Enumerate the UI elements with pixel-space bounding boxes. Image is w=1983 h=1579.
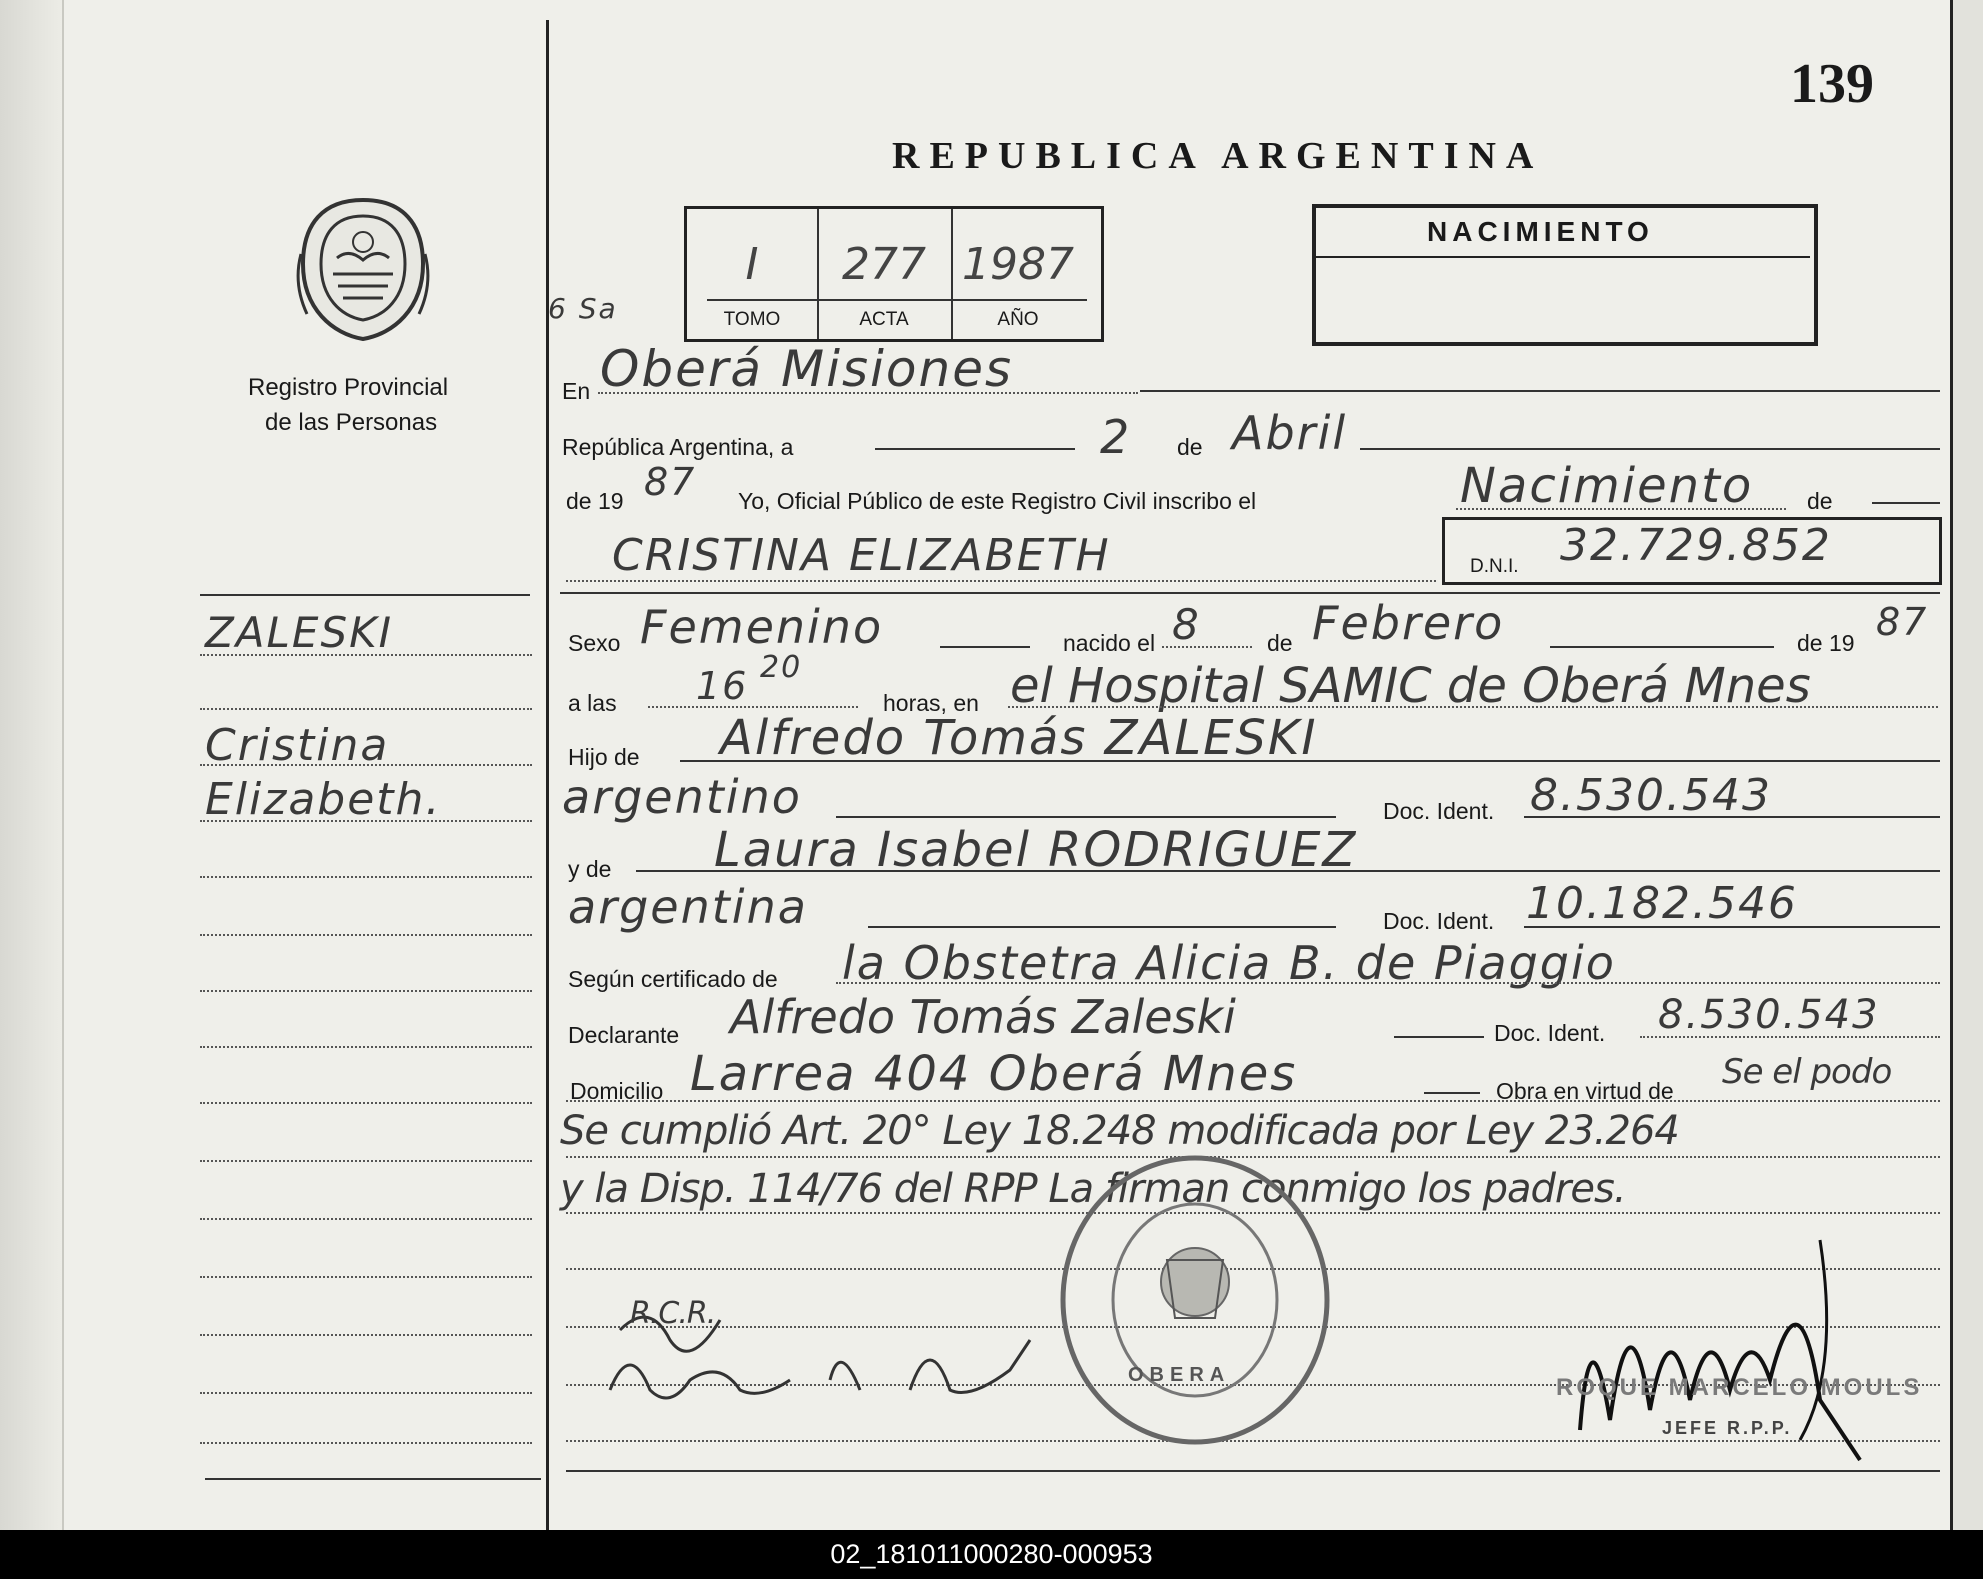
margin-line: [200, 654, 532, 656]
de-label: de: [1177, 434, 1203, 460]
registry-name-line1: Registro Provincial: [248, 374, 449, 401]
margin-rule: [205, 1478, 541, 1480]
binding-edge: [0, 0, 64, 1530]
father-doc-label: Doc. Ident.: [1383, 798, 1495, 824]
tomo-value: I: [745, 239, 759, 290]
month-value: Abril: [1232, 406, 1348, 460]
declarante-value: Alfredo Tomás Zaleski: [730, 990, 1236, 1044]
field-line: [648, 706, 858, 708]
hijo-label: Hijo de: [568, 744, 640, 770]
tomo-label: TOMO: [723, 309, 781, 330]
mother-nationality: argentina: [568, 880, 808, 934]
margin-line: [200, 1442, 532, 1444]
margin-line: [200, 1276, 532, 1278]
act-value: Nacimiento: [1460, 458, 1754, 514]
margin-line: [200, 1392, 532, 1394]
mother-doc-label: Doc. Ident.: [1383, 908, 1495, 934]
record-number-box: [684, 206, 1104, 342]
margin-surname: ZALESKI: [205, 608, 394, 657]
field-line: [1360, 448, 1940, 450]
field-line: [1524, 926, 1940, 928]
margin-line: [200, 764, 532, 766]
obra-value: Se el podo: [1722, 1052, 1892, 1092]
record-type-label: NACIMIENTO: [1427, 216, 1654, 247]
year-prefix: de 19: [566, 488, 624, 514]
margin-line: [200, 1218, 532, 1220]
field-line: [1008, 706, 1938, 708]
note-line-2: y la Disp. 114/76 del RPP La firman conmigo los padres.: [560, 1166, 1626, 1212]
de-label-2: de: [1807, 488, 1833, 514]
birth-month-value: Febrero: [1312, 596, 1505, 650]
birth-day-value: 8: [1172, 600, 1201, 649]
margin-rule: [200, 594, 530, 596]
margin-line: [200, 876, 532, 878]
margin-line: [200, 990, 532, 992]
obra-label: Obra en virtud de: [1496, 1078, 1674, 1104]
field-line: [566, 1100, 1940, 1102]
registry-stamp-icon: [1055, 1150, 1335, 1450]
segun-label: Según certificado de: [568, 966, 778, 992]
official-stamp-line1: ROQUE MARCELO MOULS: [1556, 1374, 1923, 1401]
birth-place-value: el Hospital SAMIC de Oberá Mnes: [1010, 658, 1811, 714]
official-signature-icon: [1560, 1220, 1940, 1480]
minutes-value: 20: [760, 650, 803, 685]
field-line: [636, 870, 1940, 872]
field-line: [1140, 390, 1940, 392]
footer-id: 02_181011000280-000953: [0, 1530, 1983, 1579]
full-name-value: CRISTINA ELIZABETH: [612, 530, 1111, 581]
page-number: 139: [1790, 53, 1874, 115]
certifier-value: la Obstetra Alicia B. de Piaggio: [842, 936, 1616, 990]
yo-text: Yo, Oficial Público de este Registro Civil inscribo el: [738, 488, 1257, 514]
field-line: [1424, 1092, 1480, 1094]
field-line: [940, 646, 1030, 648]
registry-name-line2: de las Personas: [265, 409, 438, 436]
father-doc-value: 8.530.543: [1530, 770, 1772, 821]
section-rule: [560, 592, 1940, 594]
field-line: [566, 580, 1436, 582]
en-label: En: [562, 378, 591, 404]
republica-label: República Argentina, a: [562, 434, 794, 460]
domicilio-value: Larrea 404 Oberá Mnes: [690, 1046, 1298, 1102]
field-line: [1550, 646, 1774, 648]
mother-doc-value: 10.182.546: [1526, 878, 1798, 929]
province-seal-icon: [293, 194, 433, 344]
official-stamp-line2: JEFE R.P.P.: [1662, 1418, 1793, 1438]
dni-value: 32.729.852: [1560, 520, 1832, 571]
margin-line: [200, 1334, 532, 1336]
sexo-label: Sexo: [568, 630, 621, 656]
field-line: [1456, 508, 1786, 510]
y-de-label: y de: [568, 856, 612, 882]
domicilio-label: Domicilio: [570, 1078, 664, 1104]
mother-value: Laura Isabel RODRIGUEZ: [714, 822, 1358, 878]
anio-value: 1987: [962, 239, 1074, 290]
field-line: [1162, 646, 1252, 648]
hour-value: 16: [696, 664, 749, 708]
record-box-underline: [707, 299, 1087, 301]
field-line: [836, 816, 1336, 818]
margin-given-name-2: Elizabeth.: [205, 774, 442, 825]
father-nationality: argentino: [562, 770, 802, 824]
country-title: REPUBLICA ARGENTINA: [892, 135, 1544, 177]
note-line-1: Se cumplió Art. 20° Ley 18.248 modificada por Ley 23.264: [560, 1108, 1679, 1154]
column-divider: [546, 20, 549, 1530]
declarante-doc-label: Doc. Ident.: [1494, 1020, 1606, 1046]
acta-value: 277: [842, 239, 926, 290]
margin-line: [200, 934, 532, 936]
margin-line: [200, 820, 532, 822]
birth-de-label: de: [1267, 630, 1293, 656]
field-line: [1872, 502, 1940, 504]
field-line: [1640, 1036, 1940, 1038]
father-value: Alfredo Tomás ZALESKI: [720, 710, 1318, 766]
page-edge: [1950, 0, 1983, 1530]
field-line: [598, 392, 1138, 394]
declarante-doc-value: 8.530.543: [1658, 992, 1880, 1038]
declarante-label: Declarante: [568, 1022, 680, 1048]
year-suffix: 87: [644, 460, 697, 504]
birth-year-suffix: 87: [1876, 600, 1929, 644]
anio-label: AÑO: [997, 309, 1039, 330]
margin-line: [200, 1046, 532, 1048]
birth-year-prefix: de 19: [1797, 630, 1855, 656]
margin-line: [200, 708, 532, 710]
place-value: Oberá Misiones: [600, 340, 1014, 398]
field-line: [836, 982, 1940, 984]
record-type-underline: [1316, 256, 1810, 258]
nacido-label: nacido el: [1063, 630, 1156, 656]
signature-mark: R.C.R.: [630, 1296, 716, 1331]
margin-given-name-1: Cristina: [205, 720, 390, 771]
margin-line: [200, 1102, 532, 1104]
margin-note: 6 Sa: [548, 292, 618, 325]
a-las-label: a las: [568, 690, 617, 716]
field-line: [1394, 1036, 1484, 1038]
margin-line: [200, 1160, 532, 1162]
horas-label: horas, en: [883, 690, 979, 716]
field-line: [875, 448, 1075, 450]
stamp-city: OBERA: [1128, 1364, 1231, 1386]
acta-label: ACTA: [859, 309, 909, 330]
field-line: [1524, 816, 1940, 818]
dni-label: D.N.I.: [1470, 556, 1519, 577]
field-line: [868, 926, 1336, 928]
field-line: [680, 760, 1940, 762]
sexo-value: Femenino: [640, 600, 884, 654]
day-value: 2: [1100, 410, 1132, 464]
